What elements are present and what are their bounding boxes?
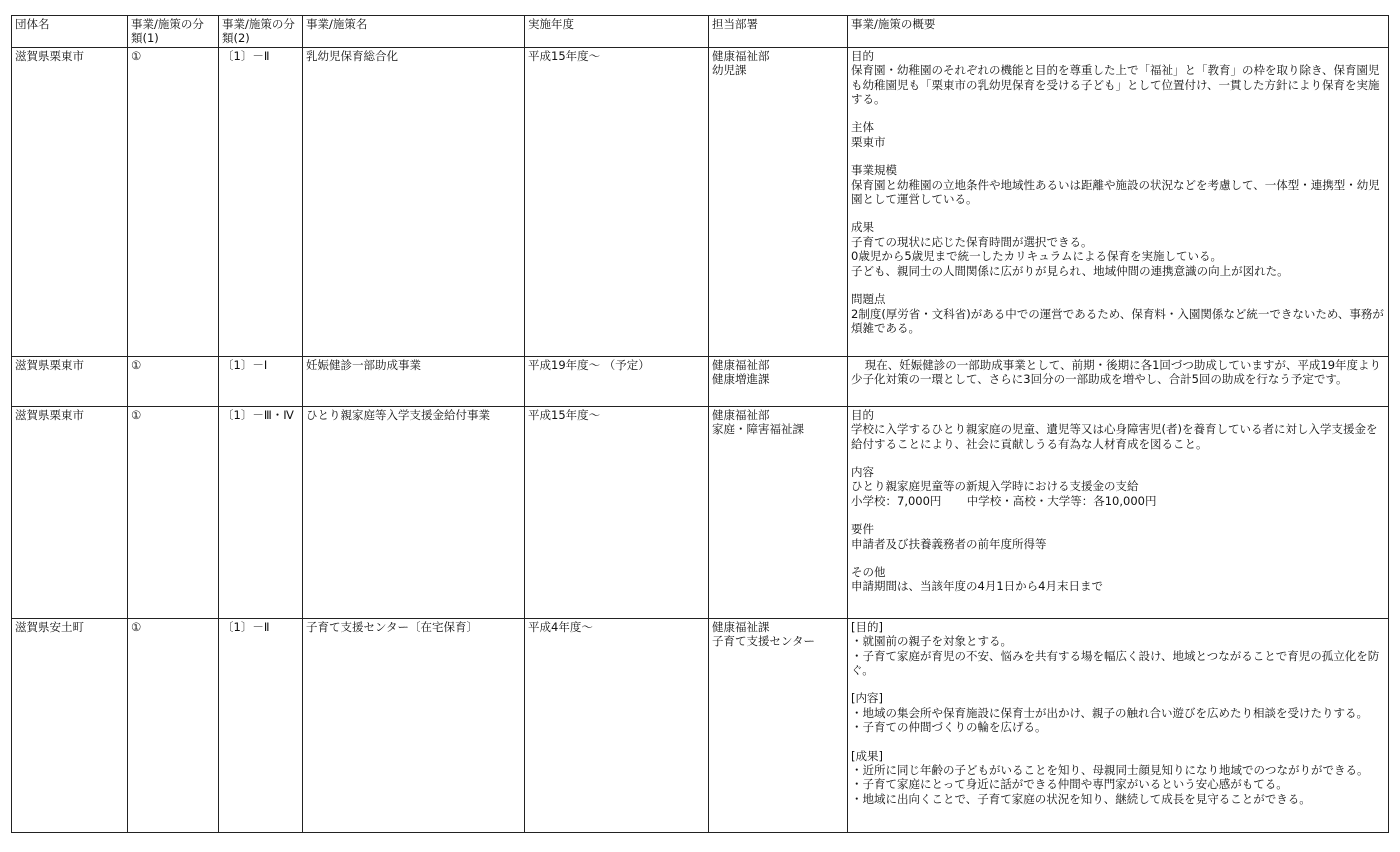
section-name: 健康増進課 [712, 372, 770, 387]
section-name: 幼児課 [712, 63, 747, 78]
table-row [12, 47, 1389, 356]
cell-department [709, 356, 848, 406]
summary-block [851, 522, 1385, 551]
section-name: 子育て支援センター [712, 634, 816, 649]
cell-category-1: ① [128, 618, 219, 832]
summary-text: ひとり親家庭児童等の新規入学時における支援金の支給 [851, 479, 1139, 494]
table-row [12, 356, 1389, 406]
summary-text: 保育園と幼稚園の立地条件や地域性あるいは距離や施設の状況などを考慮して、一体型・連携型・幼児園として運営している。 [851, 177, 1380, 207]
header-name: 事業/施策名 [303, 16, 525, 48]
cell-category-2: 〔1〕－Ⅲ・Ⅳ [219, 406, 303, 618]
summary-text: 学校に入学するひとり親家庭の児童、遺児等又は心身障害児(者)を養育している者に対し入学支援金を給付することにより、社会に貢献しうる有為な人材育成を図ること。 [851, 422, 1378, 451]
summary-block [851, 292, 1385, 335]
cell-name: 妊娠健診一部助成事業 [303, 356, 525, 406]
cell-category-1: ① [128, 356, 219, 406]
header-summary: 事業/施策の概要 [848, 16, 1389, 48]
summary-heading: 主体 [851, 120, 874, 135]
project-table [11, 15, 1389, 833]
header-category-2: 事業/施策の分類(2) [219, 16, 303, 48]
cell-summary [848, 618, 1389, 832]
summary-text: ・近所に同じ年齢の子どもがいることを知り、母親同士顔見知りになり地域でのつながりができる。 [851, 763, 1369, 778]
summary-block [851, 408, 1385, 451]
cell-name: 子育て支援センター〔在宅保育〕 [303, 618, 525, 832]
summary-text [851, 494, 1385, 508]
cell-year: 平成15年度～ [525, 406, 709, 618]
summary-text: 0歳児から5歳児まで統一したカリキュラムによる保育を実施している。 [851, 249, 1223, 264]
summary-block [851, 691, 1385, 734]
summary-heading: 内容 [851, 465, 874, 480]
summary-text: ・子育て家庭にとって身近に話ができる仲間や専門家がいるという安心感がもてる。 [851, 777, 1288, 792]
summary-text: ・地域に出向くことで、子育て家庭の状況を知り、継続して成長を見守ることができる。 [851, 791, 1311, 806]
summary-heading: 目的 [851, 48, 874, 63]
cell-department [709, 618, 848, 832]
cell-department [709, 47, 848, 356]
cell-category-1: ① [128, 47, 219, 356]
cell-category-2: 〔1〕－Ⅱ [219, 618, 303, 832]
department-name: 健康福祉部 [712, 407, 770, 422]
summary-text: 栗東市 [851, 134, 886, 149]
header-department: 担当部署 [709, 16, 848, 48]
summary-heading: [内容] [851, 691, 883, 706]
summary-heading: 事業規模 [851, 163, 897, 178]
summary-block [851, 565, 1385, 594]
cell-org: 滋賀県栗東市 [12, 47, 128, 356]
summary-heading: 成果 [851, 220, 874, 235]
summary-text: ・地域の集会所や保育施設に保育士が出かけ、親子の触れ合い遊びを広めたり相談を受けたりする。 [851, 705, 1369, 720]
cell-summary [848, 47, 1389, 356]
cell-name: ひとり親家庭等入学支援金給付事業 [303, 406, 525, 618]
summary-block [851, 163, 1385, 206]
summary-text: 保育園・幼稚園のそれぞれの機能と目的を尊重した上で「福祉」と「教育」の枠を取り除き、保育園児も幼稚園児も「栗東市の乳幼児保育を受ける子ども」として位置付け、一貫した方針により保育を実施する。 [851, 63, 1380, 107]
summary-text: 現在、妊娠健診の一部助成事業として、前期・後期に各1回づつ助成していますが、平成19年度より少子化対策の一環として、さらに3回分の一部助成を増やし、合計5回の助成を行なう予定です。 [851, 357, 1382, 387]
header-org: 団体名 [12, 16, 128, 48]
cell-name: 乳幼児保育総合化 [303, 47, 525, 356]
cell-department [709, 406, 848, 618]
summary-text: ・就園前の親子を対象とする。 [851, 634, 1012, 649]
cell-org: 滋賀県安土町 [12, 618, 128, 832]
summary-block [851, 120, 1385, 149]
summary-text: ・子育ての仲間づくりの輪を広げる。 [851, 720, 1047, 735]
cell-category-2: 〔1〕－Ⅰ [219, 356, 303, 406]
cell-org: 滋賀県栗東市 [12, 406, 128, 618]
fee-elementary: 小学校：7,000円 [851, 493, 942, 508]
summary-text: ・子育て家庭が育児の不安、悩みを共有する場を幅広く設け、地域とつながることで育児の孤立化を防ぐ。 [851, 648, 1380, 678]
summary-heading: [成果] [851, 748, 883, 763]
header-year: 実施年度 [525, 16, 709, 48]
department-name: 健康福祉部 [712, 48, 770, 63]
summary-text: 2制度(厚労省・文科省)がある中での運営であるため、保育料・入園関係など統一できないため、事務が煩雑である。 [851, 306, 1384, 335]
summary-text: 申請者及び扶養義務者の前年度所得等 [851, 536, 1047, 551]
summary-heading: 要件 [851, 522, 874, 537]
summary-text: 子育ての現状に応じた保育時間が選択できる。 [851, 234, 1093, 249]
summary-text: 申請期間は、当該年度の4月1日から4月末日まで [851, 579, 1103, 594]
cell-category-2: 〔1〕－Ⅱ [219, 47, 303, 356]
summary-block [851, 749, 1385, 807]
table-row [12, 406, 1389, 618]
cell-year: 平成4年度～ [525, 618, 709, 832]
fee-secondary: 中学校・高校・大学等：各10,000円 [966, 493, 1157, 508]
cell-year: 平成19年度～ （予定） [525, 356, 709, 406]
cell-category-1: ① [128, 406, 219, 618]
summary-heading: 問題点 [851, 292, 886, 307]
summary-block [851, 465, 1385, 508]
cell-summary [848, 406, 1389, 618]
cell-year: 平成15年度～ [525, 47, 709, 356]
department-name: 健康福祉部 [712, 357, 770, 372]
cell-org: 滋賀県栗東市 [12, 356, 128, 406]
summary-block [851, 220, 1385, 278]
header-row [12, 16, 1389, 48]
summary-heading: その他 [851, 565, 886, 580]
summary-block [851, 620, 1385, 678]
section-name: 家庭・障害福祉課 [712, 422, 804, 437]
header-category-1: 事業/施策の分類(1) [128, 16, 219, 48]
summary-block [851, 49, 1385, 107]
summary-heading: [目的] [851, 619, 883, 634]
summary-text: 子ども、親同士の人間関係に広がりが見られ、地域仲間の連携意識の向上が図れた。 [851, 263, 1289, 278]
summary-heading: 目的 [851, 407, 874, 422]
department-name: 健康福祉課 [712, 619, 770, 634]
cell-summary [848, 356, 1389, 406]
table-row [12, 618, 1389, 832]
